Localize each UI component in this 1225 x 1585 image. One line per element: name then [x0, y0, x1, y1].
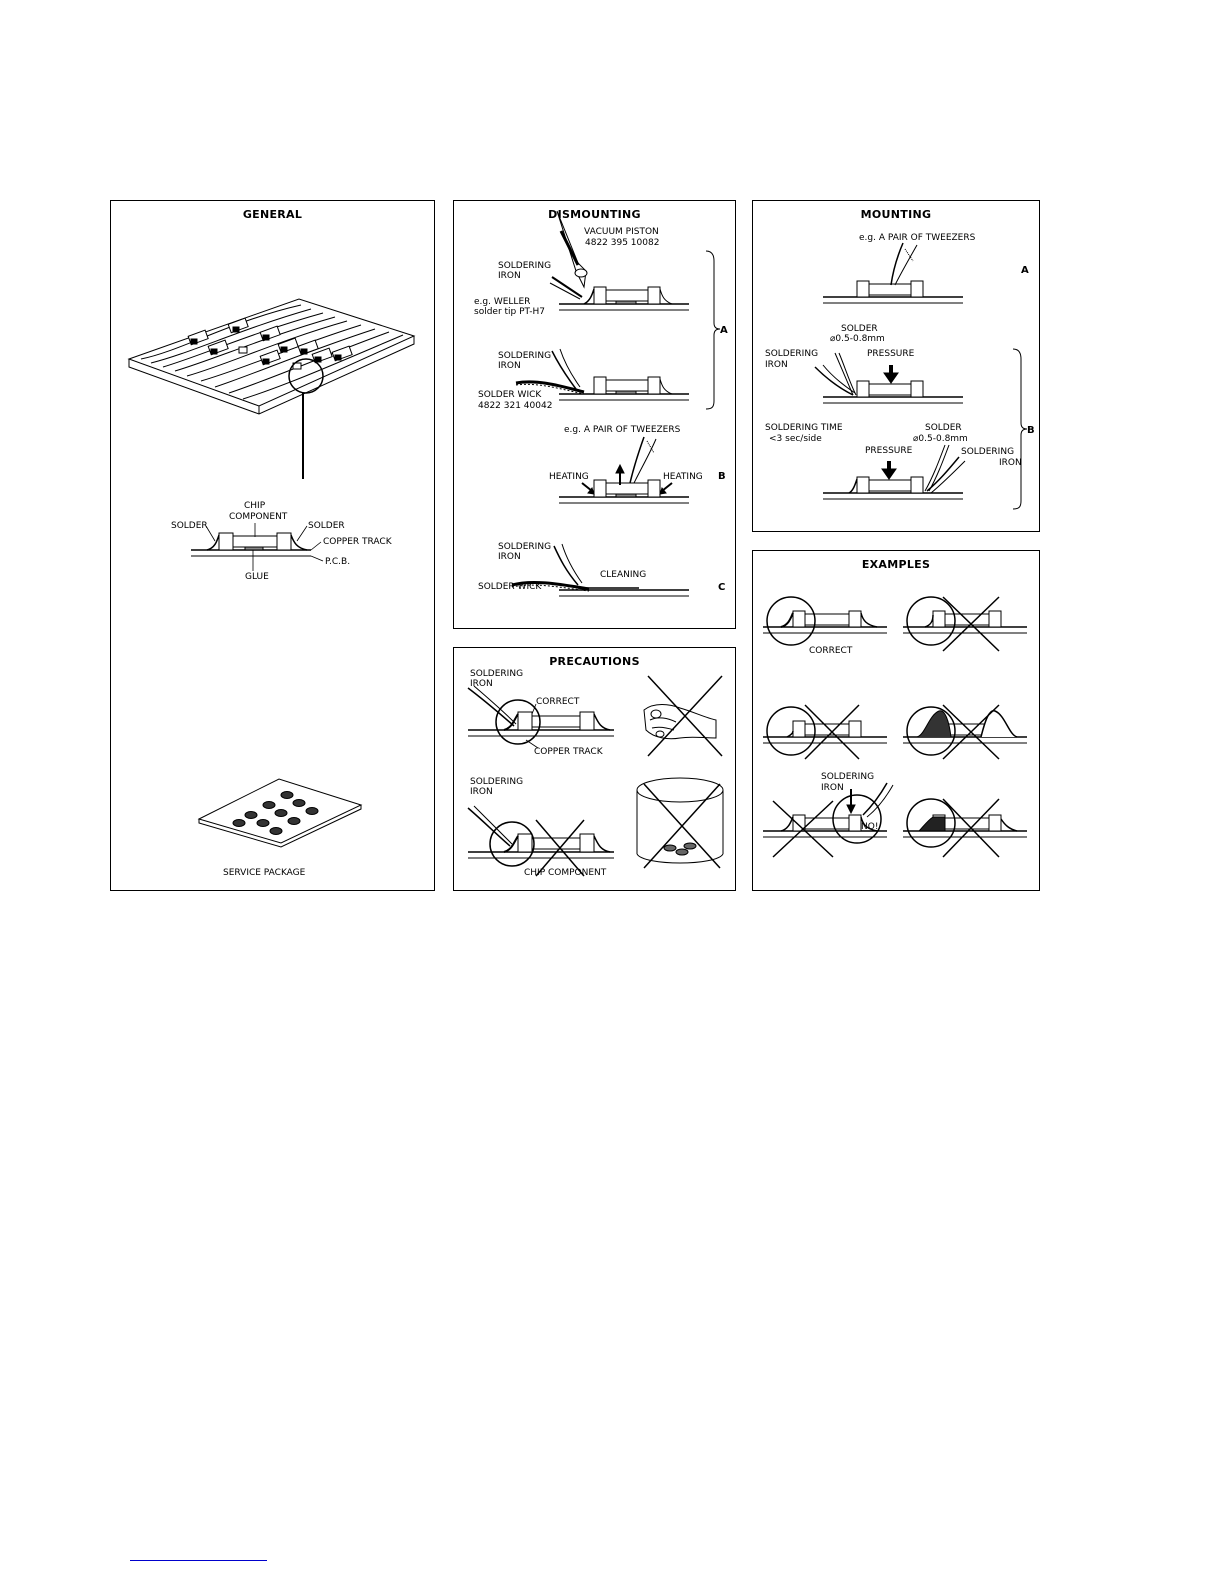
example-wrong-4	[763, 783, 893, 857]
label-example-correct: CORRECT	[809, 646, 853, 656]
label-p2-soldering: SOLDERING	[470, 777, 524, 787]
label-p1-correct: CORRECT	[536, 697, 580, 707]
label-glue: GLUE	[245, 572, 269, 582]
label-p1-soldering: SOLDERING	[470, 669, 524, 679]
marker-mount-b: B	[1027, 425, 1035, 436]
label-example-soldering: SOLDERING	[821, 772, 875, 782]
label-chip: CHIP	[244, 501, 266, 511]
precautions-panel	[453, 647, 736, 891]
dismount-b-drawing	[559, 437, 689, 503]
label-b1-diameter: ⌀0.5-0.8mm	[830, 334, 885, 344]
label-example-no: NO!	[861, 822, 879, 832]
brace-a	[706, 251, 720, 409]
service-package-drawing	[199, 779, 361, 847]
label-example-iron: IRON	[821, 783, 844, 793]
label-b2-soldering: SOLDERING	[961, 447, 1015, 457]
example-wrong-1	[903, 597, 1027, 651]
label-p1-copper: COPPER TRACK	[534, 747, 603, 757]
label-weller: e.g. WELLER	[474, 297, 531, 307]
label-b2-iron: IRON	[999, 458, 1022, 468]
label-c-iron: IRON	[498, 552, 521, 562]
label-p2-chip: CHIP COMPONENT	[524, 868, 607, 878]
example-correct	[763, 597, 887, 645]
examples-drawing	[753, 551, 1041, 892]
mounting-drawing	[753, 201, 1041, 533]
label-pcb: P.C.B.	[325, 557, 351, 567]
precautions-drawing	[454, 648, 737, 892]
label-b2-time: SOLDERING TIME	[765, 423, 843, 433]
mount-a-drawing	[823, 243, 963, 303]
example-wrong-2	[763, 705, 887, 759]
label-b2-solder: SOLDER	[925, 423, 962, 433]
examples-title: EXAMPLES	[861, 558, 931, 571]
brace-b	[1013, 349, 1027, 509]
general-drawing	[111, 201, 436, 892]
label-b1-soldering: SOLDERING	[765, 349, 819, 359]
precaution-correct-drawing	[468, 686, 614, 748]
dismounting-title: DISMOUNTING	[548, 208, 641, 221]
label-vacuum-piston: VACUUM PISTON	[584, 227, 659, 237]
label-b1-pressure: PRESSURE	[867, 349, 915, 359]
precaution-wrong-drawing	[468, 806, 614, 876]
general-cross-section	[191, 533, 311, 556]
mounting-title: MOUNTING	[860, 208, 932, 221]
label-heating-right: HEATING	[663, 472, 703, 482]
dismounting-drawing	[454, 201, 737, 630]
general-panel	[110, 200, 435, 891]
precaution-jar-drawing	[637, 778, 723, 868]
precaution-hand-drawing	[644, 676, 722, 756]
examples-panel	[752, 550, 1040, 891]
label-tip: solder tip PT-H7	[474, 307, 545, 317]
label-vacuum-code: 4822 395 10082	[585, 238, 660, 248]
precautions-title: PRECAUTIONS	[549, 655, 640, 668]
label-a1-iron: IRON	[498, 271, 521, 281]
label-a2-wick-code: 4822 321 40042	[478, 401, 553, 411]
example-wrong-5	[903, 799, 1027, 857]
dismounting-panel	[453, 200, 736, 629]
label-b-tweezers: e.g. A PAIR OF TWEEZERS	[564, 425, 681, 435]
label-a2-iron: IRON	[498, 361, 521, 371]
service-package-label: SERVICE PACKAGE	[223, 868, 306, 878]
label-b2-time-value: <3 sec/side	[769, 434, 822, 444]
label-c-wick: SOLDER WICK	[478, 582, 542, 592]
label-p2-iron: IRON	[470, 787, 493, 797]
mounting-panel	[752, 200, 1040, 532]
marker-a: A	[720, 325, 728, 336]
example-wrong-3	[903, 705, 1027, 759]
marker-b: B	[718, 471, 726, 482]
label-p1-iron: IRON	[470, 679, 493, 689]
label-copper-track: COPPER TRACK	[323, 537, 392, 547]
dismount-a1-drawing	[550, 211, 689, 310]
label-b2-pressure: PRESSURE	[865, 446, 913, 456]
general-title: GENERAL	[242, 208, 303, 221]
label-b2-diameter: ⌀0.5-0.8mm	[913, 434, 968, 444]
label-b1-solder: SOLDER	[841, 324, 878, 334]
mount-b1-drawing	[815, 353, 963, 403]
marker-c: C	[718, 582, 726, 593]
label-cleaning: CLEANING	[600, 570, 647, 580]
label-a1-soldering: SOLDERING	[498, 261, 552, 271]
label-a2-soldering: SOLDERING	[498, 351, 552, 361]
label-solder-right: SOLDER	[308, 521, 345, 531]
label-component: COMPONENT	[229, 512, 288, 522]
label-a2-wick: SOLDER WICK	[478, 390, 542, 400]
label-c-soldering: SOLDERING	[498, 542, 552, 552]
marker-mount-a: A	[1021, 265, 1029, 276]
label-heating-left: HEATING	[549, 472, 589, 482]
label-b1-iron: IRON	[765, 360, 788, 370]
footer-link-underline	[130, 1560, 267, 1561]
label-solder-left: SOLDER	[171, 521, 208, 531]
label-mount-tweezers: e.g. A PAIR OF TWEEZERS	[859, 233, 976, 243]
